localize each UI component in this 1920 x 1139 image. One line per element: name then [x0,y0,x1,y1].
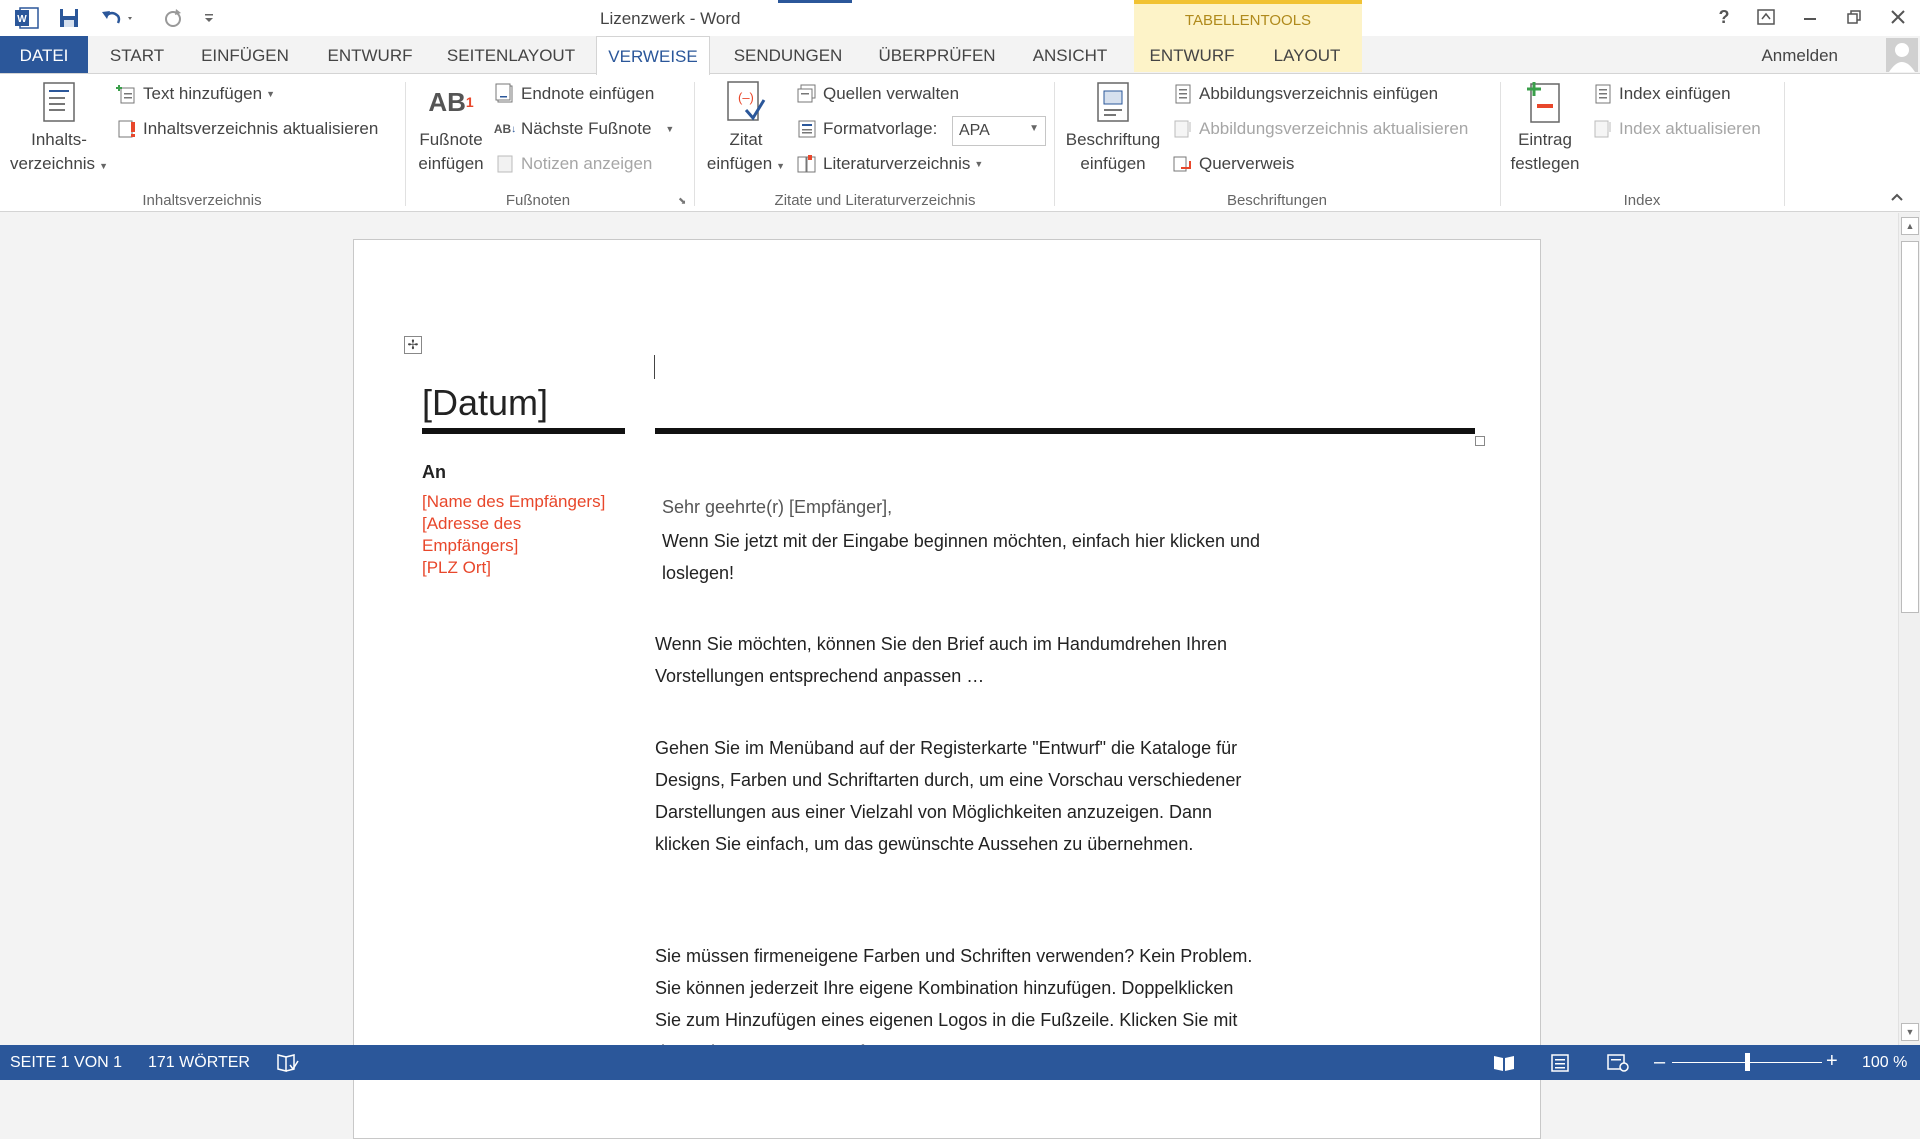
scroll-up-icon[interactable]: ▲ [1901,217,1919,235]
body-paragraph[interactable]: Wenn Sie möchten, können Sie den Brief auch im Handumdrehen Ihren Vorstellungen entsprechend anpassen … [655,634,1228,686]
bibliography-button[interactable]: Literaturverzeichnis ▼ [796,149,983,179]
ribbon-display-icon[interactable] [1748,4,1784,30]
customize-icon[interactable] [198,5,220,31]
recipient-block[interactable] [422,491,622,579]
dialog-launcher-icon[interactable]: ⬊ [678,196,687,207]
status-bar [0,1045,1920,1080]
title-bar [0,0,1920,36]
add-text-icon [116,83,138,105]
web-layout-icon[interactable] [1606,1052,1630,1074]
add-text-button[interactable]: Text hinzufügen ▼ [116,79,275,109]
insert-index-icon [1592,83,1614,105]
tab-entwurf[interactable]: ENTWURF [327,46,413,65]
tab-verweise[interactable]: VERWEISE [596,36,710,75]
ribbon-tabs [0,36,1920,74]
divider [422,428,625,434]
page-count[interactable]: SEITE 1 VON 1 [10,1054,123,1071]
insert-index-button[interactable]: Index einfügen [1592,79,1731,109]
tab-tabellen-layout[interactable]: LAYOUT [1273,46,1341,65]
read-mode-icon[interactable] [1492,1052,1516,1074]
recipient-line: [Adresse des [422,514,522,533]
update-table-button[interactable]: Abbildungsverzeichnis aktualisieren [1172,114,1468,144]
tab-datei[interactable]: DATEI [0,36,88,74]
help-icon[interactable]: ? [1718,6,1730,27]
word-count[interactable]: 171 WÖRTER [148,1054,250,1071]
insert-endnote-button[interactable]: Endnote einfügen [494,79,654,109]
insert-citation-button[interactable]: (–) Zitat einfügen ▼ [700,80,792,178]
update-table-icon [1172,118,1194,140]
user-icon[interactable] [1886,38,1918,72]
tab-ueberpruefen[interactable]: ÜBERPRÜFEN [878,46,996,65]
zoom-in-button[interactable]: + [1826,1050,1838,1072]
scroll-down-icon[interactable]: ▼ [1901,1023,1919,1041]
style-icon [796,118,818,140]
minimize-icon[interactable] [1792,4,1828,30]
body-paragraph[interactable]: Gehen Sie im Menüband auf der Registerkarte "Entwurf" die Kataloge für Designs, Farben und Schriftarten durch, um eine Vorschau verschiedener Darstellungen aus einer Vielzahl von Möglichkeiten anzuzeigen. Dann klicken Sie einfach, um das gewünschte Aussehen zu übernehmen. [655,738,1242,854]
document-page[interactable] [353,239,1541,1139]
context-group-label: TABELLENTOOLS [1184,12,1312,29]
manage-sources-icon [796,83,818,105]
citation-icon [725,80,767,124]
restore-icon[interactable] [1836,4,1872,30]
to-label: An [422,462,446,482]
bibliography-icon [796,153,818,175]
insert-footnote-button[interactable]: AB 1 Fußnote einfügen [410,80,492,176]
cross-reference-icon [1172,153,1194,175]
group-label-index: Index [1623,192,1661,209]
group-label-citations: Zitate und Literaturverzeichnis [774,192,976,209]
style-dropdown[interactable]: APA ▼ [952,116,1046,146]
mark-entry-button[interactable]: Eintrag festlegen [1506,80,1584,176]
tab-seitenlayout[interactable]: SEITENLAYOUT [446,46,576,65]
cross-reference-button[interactable]: Querverweis [1172,149,1294,179]
manage-sources-button[interactable]: Quellen verwalten [796,79,959,109]
divider [655,428,1475,434]
tab-ansicht[interactable]: ANSICHT [1032,46,1108,65]
window-title: Lizenzwerk - Word [600,9,741,28]
zoom-out-button[interactable]: – [1654,1051,1666,1073]
toc-button[interactable]: Inhalts- verzeichnis ▼ [4,80,114,178]
close-icon[interactable] [1880,4,1916,30]
update-index-icon [1592,118,1614,140]
sign-in-link[interactable]: Anmelden [1761,46,1838,65]
endnote-icon [494,83,516,105]
group-label-captions: Beschriftungen [1226,192,1328,209]
toc-icon [38,80,80,124]
update-toc-icon [116,118,138,140]
zoom-level[interactable]: 100 % [1862,1054,1908,1071]
print-layout-icon[interactable] [1548,1052,1572,1074]
table-resize-handle[interactable] [1475,436,1485,446]
update-toc-button[interactable]: Inhaltsverzeichnis aktualisieren [116,114,378,144]
recipient-line: [Name des Empfängers] [422,492,606,511]
group-label-toc: Inhaltsverzeichnis [142,192,262,209]
group-separator [1500,82,1501,206]
text-cursor [654,355,655,379]
proofing-icon[interactable] [276,1052,300,1074]
date-placeholder[interactable]: [Datum] [422,382,549,423]
insert-caption-button[interactable]: Beschriftung einfügen [1060,80,1166,176]
undo-icon[interactable] [98,5,138,31]
insert-table-of-figures-button[interactable]: Abbildungsverzeichnis einfügen [1172,79,1438,109]
mark-entry-icon [1524,80,1566,124]
redo-icon[interactable] [158,5,188,31]
recipient-line: [PLZ Ort] [422,558,491,577]
scroll-thumb[interactable] [1901,241,1919,613]
tab-start[interactable]: START [109,46,165,65]
show-notes-icon [494,153,516,175]
tab-einfuegen[interactable]: EINFÜGEN [201,46,289,65]
group-separator [1054,82,1055,206]
svg-text:(–): (–) [738,90,754,105]
table-of-figures-icon [1172,83,1194,105]
word-logo-icon[interactable] [12,5,42,31]
collapse-ribbon-icon[interactable] [1890,192,1904,202]
next-footnote-icon: AB ↓ [493,122,517,136]
show-notes-button[interactable]: Notizen anzeigen [494,149,652,179]
tab-tabellen-entwurf[interactable]: ENTWURF [1149,46,1235,65]
next-footnote-button[interactable]: AB ↓ Nächste Fußnote ▼ [493,119,675,138]
svg-text:W: W [17,14,27,25]
document-canvas[interactable] [0,213,1898,1045]
save-icon[interactable] [54,5,84,31]
caption-icon [1092,80,1134,124]
tab-sendungen[interactable]: SENDUNGEN [733,46,843,65]
zoom-slider-thumb[interactable] [1745,1053,1750,1071]
salutation[interactable]: Sehr geehrte(r) [Empfänger], [662,497,893,517]
intro-paragraph[interactable]: Wenn Sie jetzt mit der Eingabe beginnen möchten, einfach hier klicken und loslegen! [662,531,1261,583]
vertical-scrollbar[interactable] [1898,213,1920,1045]
group-label-footnotes: Fußnoten [505,192,571,209]
body-paragraph[interactable]: Sie müssen firmeneigene Farben und Schriften verwenden? Kein Problem. Sie können jederzeit Ihre eigene Kombination hinzufügen. Doppelklicken Sie zum Hinzufügen eines eigenen Logos in die Fußzeile. Klicken Sie mit [655,946,1253,1030]
update-index-button[interactable]: Index aktualisieren [1592,114,1761,144]
group-separator [694,82,695,206]
recipient-line: Empfängers] [422,536,519,555]
group-separator [405,82,406,206]
ribbon [0,73,1920,212]
table-move-handle-icon[interactable]: ✢ [404,336,422,354]
group-separator [1784,82,1785,206]
chevron-down-icon: ▼ [1029,123,1039,134]
title-accent-bar [778,0,852,3]
style-label: Formatvorlage: [796,114,937,144]
footnote-icon: AB 1 [428,87,474,117]
